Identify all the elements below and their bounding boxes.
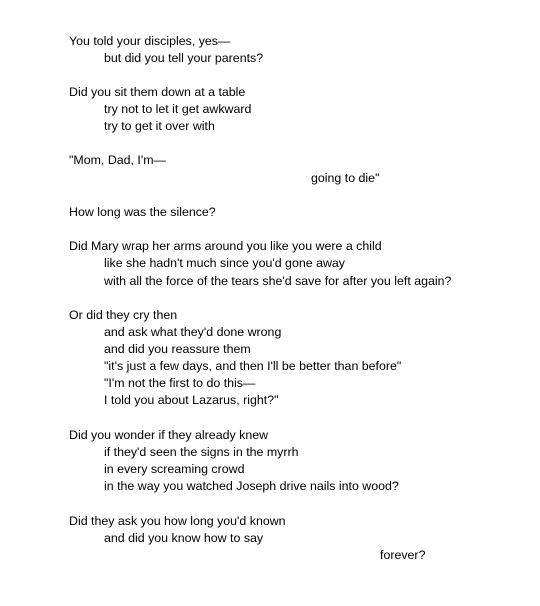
poem-line: Or did they cry then — [69, 308, 178, 322]
poem-line: You told your disciples, yes— — [69, 34, 231, 48]
poem-line: and ask what they'd done wrong — [104, 325, 282, 339]
poem-line: in the way you watched Joseph drive nails into wood? — [104, 479, 399, 493]
poem-line: try not to let it get awkward — [104, 102, 252, 116]
poem-line: if they'd seen the signs in the myrrh — [104, 445, 299, 459]
poem-line: Did they ask you how long you'd known — [69, 514, 286, 528]
poem-line: How long was the silence? — [69, 205, 216, 219]
poem-line: "Mom, Dad, I'm— — [69, 153, 166, 167]
poem-line: and did you know how to say — [104, 531, 264, 545]
poem-line: Did you sit them down at a table — [69, 85, 246, 99]
poem-line: but did you tell your parents? — [104, 51, 264, 65]
poem-line: try to get it over with — [104, 119, 215, 133]
poem-line: like she hadn't much since you'd gone away — [104, 256, 345, 270]
poem-line: I told you about Lazarus, right?" — [104, 393, 279, 407]
poem-line: forever? — [380, 548, 426, 562]
poem-line: going to die" — [311, 171, 380, 185]
poem-line: Did Mary wrap her arms around you like you were a child — [69, 239, 382, 253]
poem-line: "I'm not the first to do this— — [104, 376, 256, 390]
poem-line: with all the force of the tears she'd save for after you left again? — [104, 274, 452, 288]
poem-line: "it's just a few days, and then I'll be better than before" — [104, 359, 402, 373]
poem-line: in every screaming crowd — [104, 462, 245, 476]
poem-line: Did you wonder if they already knew — [69, 428, 269, 442]
poem-line: and did you reassure them — [104, 342, 251, 356]
